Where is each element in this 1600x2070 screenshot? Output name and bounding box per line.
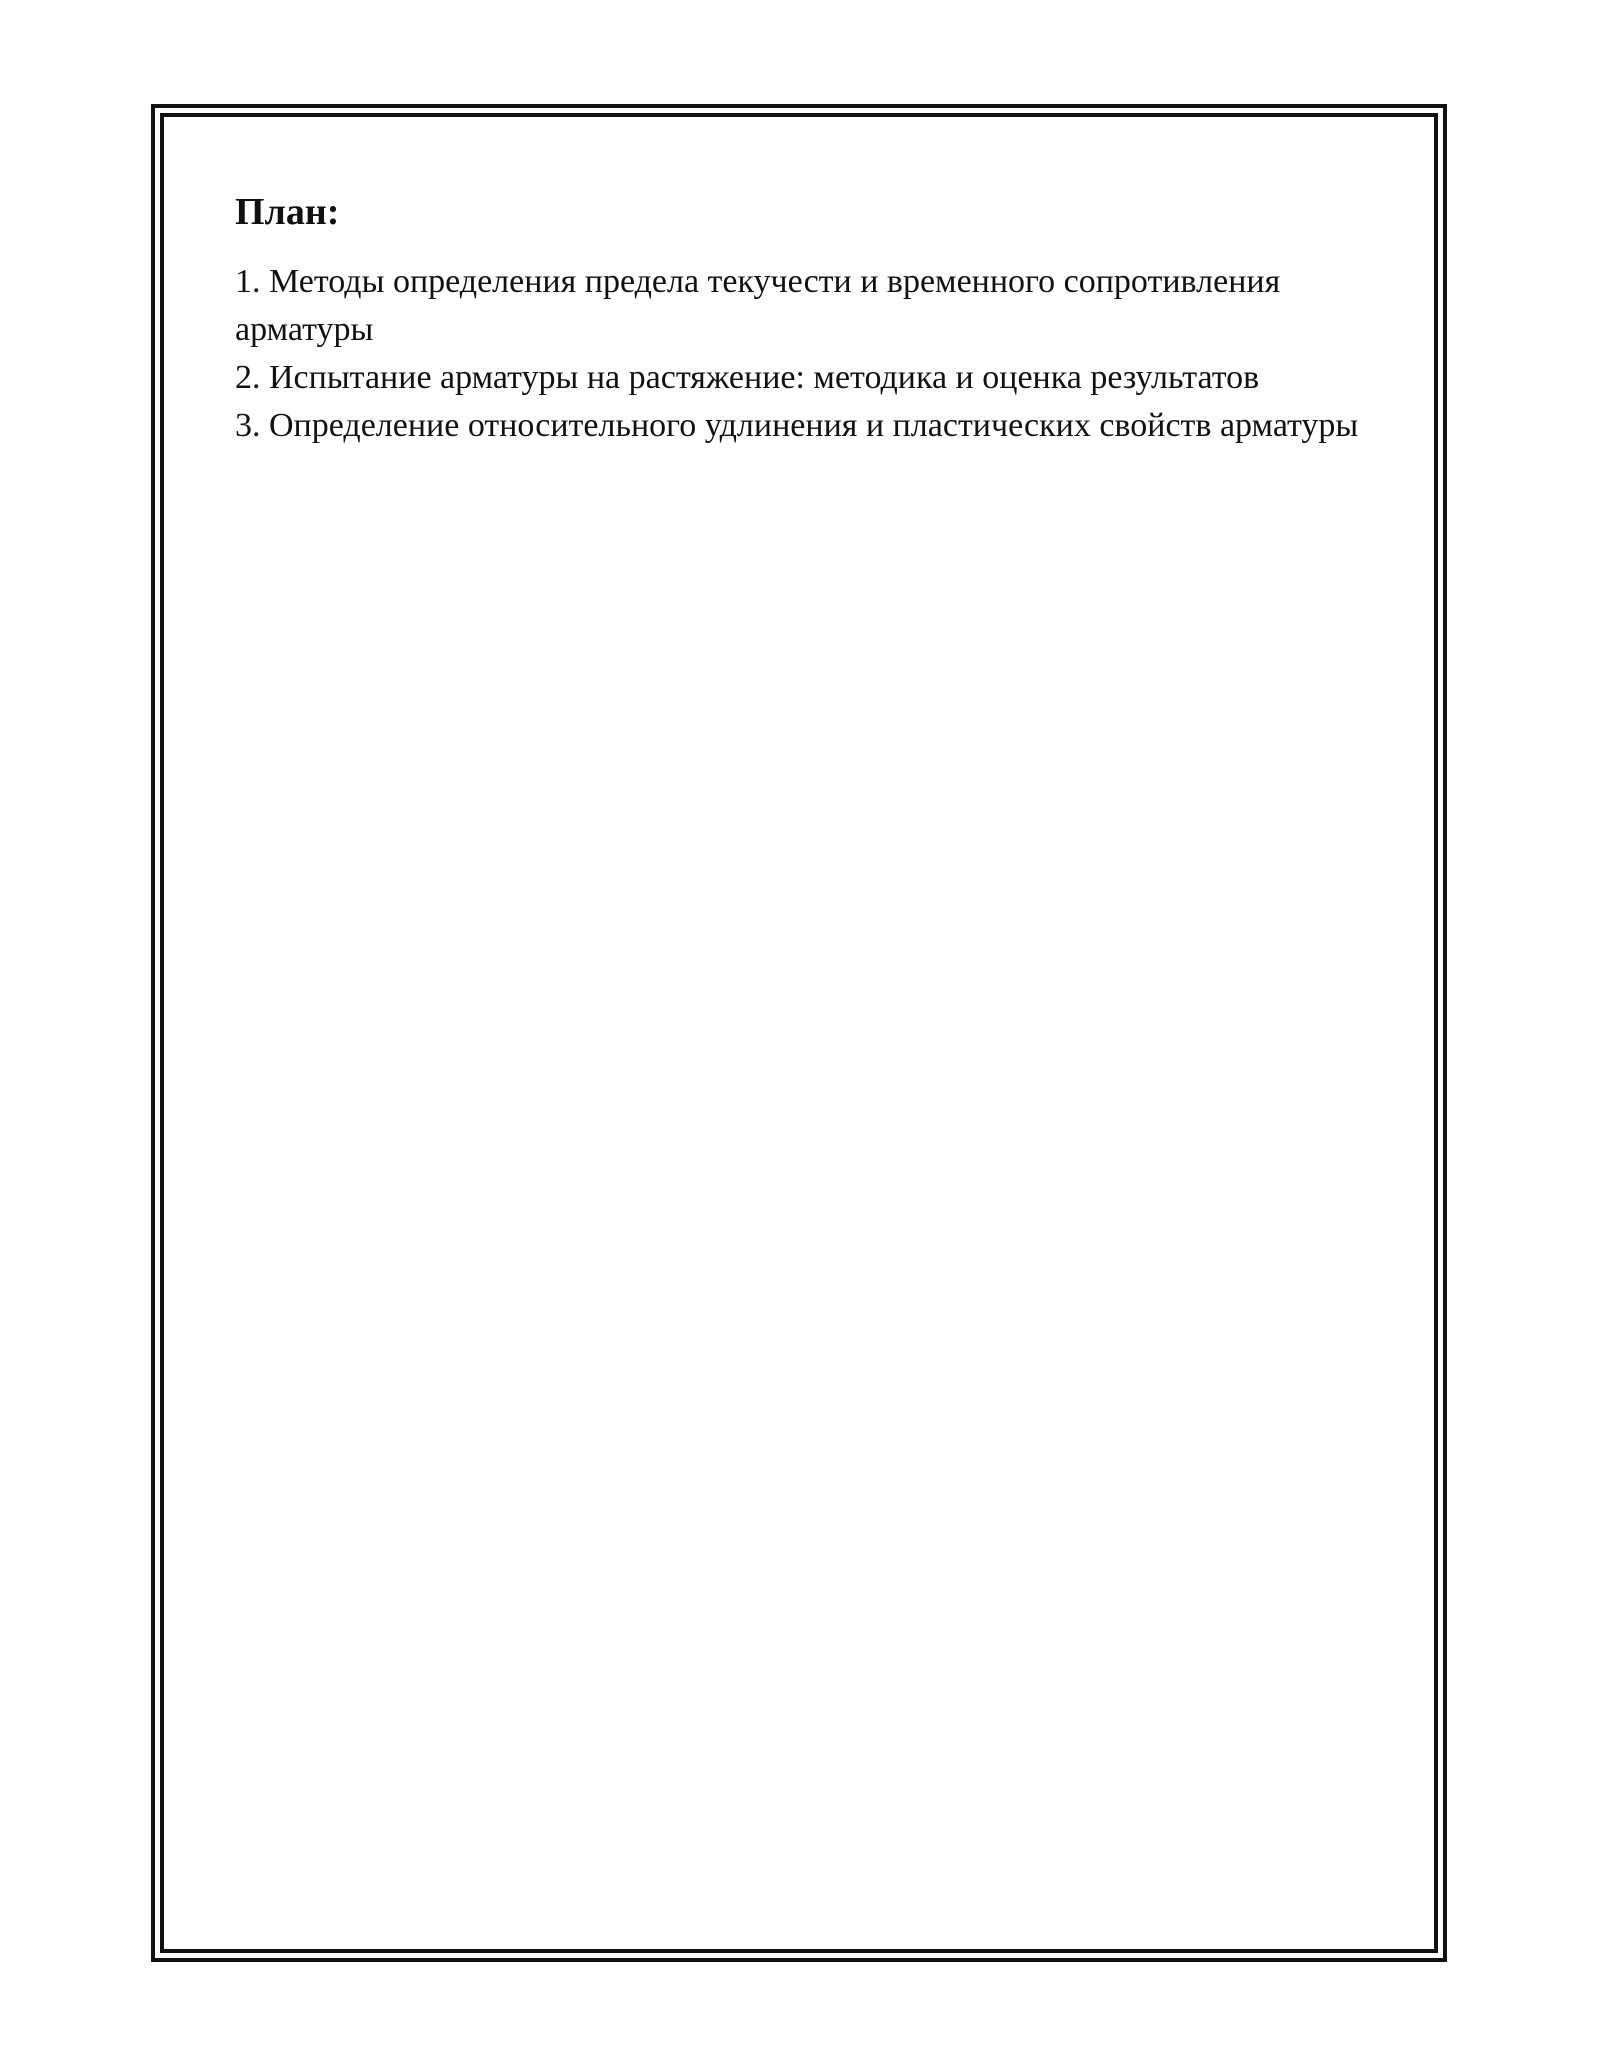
plan-item-3: 3. Определение относительного удлинения и пластических свойств арматуры (235, 407, 1359, 444)
plan-item-2: 2. Испытание арматуры на растяжение: методика и оценка результатов (235, 359, 1260, 396)
plan-list (235, 258, 1375, 450)
plan-item-1: 1. Методы определения предела текучести и временного сопротивления арматуры (235, 263, 1281, 348)
plan-section (235, 188, 1375, 450)
plan-heading: План: (235, 191, 340, 233)
